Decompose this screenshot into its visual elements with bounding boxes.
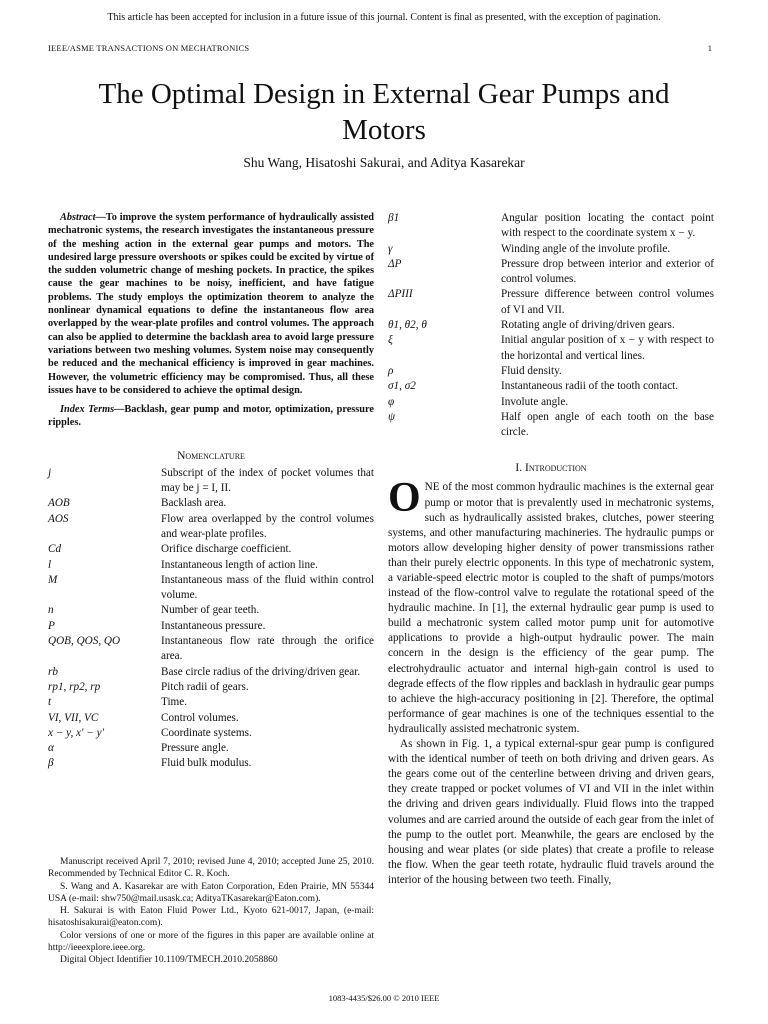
nomenclature-row: [48, 496, 374, 511]
nomenclature-symbol: rp1, rp2, rp: [48, 680, 101, 693]
nomenclature-row: [388, 287, 714, 318]
nomenclature-symbol: rb: [48, 665, 58, 678]
nomenclature-definition: Initial angular position of x − y with respect to the horizontal and vertical lines.: [501, 334, 714, 362]
nomenclature-row: [48, 726, 374, 741]
nomenclature-symbol: P: [48, 619, 55, 632]
nomenclature-symbol: γ: [388, 242, 393, 255]
left-column: [48, 211, 374, 772]
nomenclature-row: [388, 379, 714, 394]
nomenclature-symbol: Cd: [48, 543, 62, 556]
nomenclature-row: [48, 558, 374, 573]
nomenclature-definition: Involute angle.: [501, 395, 569, 408]
nomenclature-definition: Time.: [161, 696, 188, 709]
acceptance-notice: This article has been accepted for inclusion in a future issue of this journal. Content is final as presented, with the exception of pagination.: [107, 12, 661, 23]
introduction-heading: I. Introduction: [515, 462, 587, 475]
nomenclature-definition: Instantaneous pressure.: [161, 619, 266, 632]
nomenclature-definition: Fluid density.: [501, 364, 562, 377]
nomenclature-row: [388, 257, 714, 288]
introduction-body: [388, 475, 714, 888]
nomenclature-symbol: t: [48, 696, 52, 709]
nomenclature-definition: Coordinate systems.: [161, 726, 252, 739]
nomenclature-row: [48, 512, 374, 543]
nomenclature-symbol: ψ: [388, 410, 395, 423]
index-terms-text: Backlash, gear pump and motor, optimization, pressure ripples.: [48, 404, 374, 429]
nomenclature-symbol: AOB: [48, 497, 70, 510]
nomenclature-definition: Angular position locating the contact point with respect to the coordinate system x − y.: [501, 212, 714, 240]
nomenclature-definition: Rotating angle of driving/driven gears.: [501, 319, 675, 332]
nomenclature-definition: Pitch radii of gears.: [161, 680, 249, 693]
nomenclature-symbol: ΔPIII: [388, 288, 413, 301]
footnote-affiliation-eaton: S. Wang and A. Kasarekar are with Eaton Corporation, Eden Prairie, MN 55344 USA (e-mail: shw750@mail.usask.ca; AdityaTKasarekar@Eaton.com).: [48, 881, 374, 904]
footnote-affiliation-kyoto: H. Sakurai is with Eaton Fluid Power Ltd., Kyoto 621-0017, Japan, (e-mail: hisatoshisakurai@eaton.com).: [48, 906, 374, 929]
nomenclature-row: [48, 573, 374, 604]
nomenclature-definition: Pressure drop between interior and exterior of control volumes.: [501, 257, 714, 286]
nomenclature-definition: Fluid bulk modulus.: [161, 757, 252, 770]
introduction-paragraph: As shown in Fig. 1, a typical external-spur gear pump is configured with the identical number of teeth on both driving and driven gears. As the gears come out of the centerline between driving and driven gears, they create trapped or pocket volumes of VI and VII in the inlet within the driving and driven gears individually. Fluid flows into the trapped volumes and are carried around the outside of each gear from the inlet of the pump to the outlet port. Meanwhile, the gears are enclosed by the housing and wear plates (or side plates) that create a profile to release the flow. When the gear teeth rotate, hydraulic fluid travels around the interior of the housing between two teeth. Finally,: [388, 738, 714, 886]
footnote-color-versions: Color versions of one or more of the figures in this paper are available online at http://ieeexplore.ieee.org.: [48, 930, 374, 954]
nomenclature-symbol: VI, VII, VC: [48, 711, 99, 724]
footnote-block: [48, 856, 374, 967]
nomenclature-symbol: QOB, QOS, QO: [48, 635, 121, 648]
nomenclature-row: [388, 211, 714, 242]
nomenclature-symbol: ΔP: [388, 257, 402, 270]
nomenclature-symbol: β1: [388, 212, 400, 224]
page-number: 1: [707, 43, 712, 53]
nomenclature-definition: Control volumes.: [161, 711, 239, 724]
nomenclature-symbol: n: [48, 604, 54, 617]
abstract: [48, 211, 374, 397]
nomenclature-symbol: ρ: [388, 364, 394, 377]
nomenclature-definition: Base circle radius of the driving/driven gear.: [161, 665, 361, 678]
index-terms: [48, 403, 374, 430]
nomenclature-definition: Winding angle of the involute profile.: [501, 242, 671, 255]
nomenclature-row: [48, 680, 374, 695]
abstract-text: To improve the system performance of hydraulically assisted mechatronic systems, the research investigates the instantaneous pressure of the meshing action in the external gear pumps and motors. The undesired large pressure overshoots or spikes could be excited by virtue of the sudden volumetric change of meshing pockets. In practice, the spikes cause the gear machines to be noisy, inefficient, and have fatigue problems. The study employs the optimization theorem to analyze the nonlinear dynamical equations to define the instantaneous flow area overlapped by the wear-plate profiles and control volumes. The approach can also be applied to determine the backlash area to avoid large pressure variations between two meshing volumes. System noise may consequently be reduced and the mechanical efficiency is improved in gear machines. However, the volumetric efficiency may be compromised. Thus, all these issues have to be considered to achieve the optimal design.: [48, 212, 374, 396]
nomenclature-definition: Orifice discharge coefficient.: [161, 543, 292, 556]
introduction-paragraph-text: NE of the most common hydraulic machines is the external gear pump or motor that is prevalently used in mechatronic systems, such as hydraulically assisted brakes, clutches, power steering systems, and other manufacturing machineries. The hydraulic pumps or motors allow developing higher density of power transmissions rather than their purely electric opponents. In this type of mechatronic system, a variable-speed electric motor is coupled to the shaft of pumps/motors instead of the flow-control valve to regulate the rotational speed of the hydraulic machine. In [1], the external hydraulic gear pump is used to build a mechatronic system called motor pump unit for automotive applications to provide a high-output hydraulic power. The main concern in the design is the efficiency of the gear pump. The electrohydraulic actuator and internal high-gain control is used to degrade effects of the flow ripples and backlash in hydraulic gear pumps to achieve the high-accuracy positioning in [2]. Therefore, the optimal performance of gear machines is one of the techniques essential to the hydraulically assisted mechatronic system.: [388, 481, 714, 735]
nomenclature-definition: Half open angle of each tooth on the base circle.: [501, 410, 714, 439]
nomenclature-row: [48, 665, 374, 680]
nomenclature-symbol: M: [48, 573, 58, 586]
copyright-code: 1083-4435/$26.00 © 2010 IEEE: [328, 993, 440, 1003]
nomenclature-definition: Flow area overlapped by the control volumes and wear-plate profiles.: [161, 512, 374, 540]
nomenclature-definition: Instantaneous radii of the tooth contact.: [501, 380, 679, 393]
nomenclature-definition: Number of gear teeth.: [161, 604, 260, 617]
nomenclature-symbol: β: [48, 757, 54, 770]
nomenclature-definition: Backlash area.: [161, 497, 227, 510]
nomenclature-row: [388, 318, 714, 333]
nomenclature-row: [48, 634, 374, 665]
nomenclature-row: [48, 466, 374, 497]
index-terms-label: Index Terms—: [60, 404, 125, 416]
nomenclature-row: [48, 695, 374, 710]
nomenclature-row: [388, 395, 714, 410]
journal-name: IEEE/ASME TRANSACTIONS ON MECHATRONICS: [48, 43, 250, 53]
paper-title: The Optimal Design in External Gear Pumps and Motors: [98, 78, 670, 146]
nomenclature-row: [48, 756, 374, 771]
nomenclature-row: [48, 603, 374, 618]
right-column: [388, 211, 714, 888]
nomenclature-definition: Instantaneous flow rate through the orifice area.: [161, 635, 374, 663]
footnote-manuscript: Manuscript received April 7, 2010; revised June 4, 2010; accepted June 25, 2010. Recommended by Technical Editor C. R. Koch.: [48, 857, 374, 880]
nomenclature-symbol: ξ: [388, 334, 393, 347]
nomenclature-symbol: l: [48, 558, 52, 571]
nomenclature-symbol: φ: [388, 395, 395, 408]
nomenclature-row: [388, 242, 714, 257]
nomenclature-symbol: σ1, σ2: [388, 380, 416, 393]
nomenclature-row: [388, 364, 714, 379]
abstract-label: Abstract—: [60, 212, 106, 223]
nomenclature-heading: Nomenclature: [177, 449, 245, 462]
nomenclature-table-right: [388, 211, 714, 440]
nomenclature-symbol: j: [48, 466, 52, 479]
nomenclature-definition: Pressure angle.: [161, 742, 229, 755]
nomenclature-row: [48, 542, 374, 557]
introduction-paragraph: [388, 475, 714, 737]
nomenclature-table-left: [48, 466, 374, 772]
nomenclature-row: [388, 410, 714, 441]
nomenclature-symbol: α: [48, 742, 54, 755]
nomenclature-definition: Instantaneous length of action line.: [161, 558, 318, 571]
nomenclature-row: [48, 711, 374, 726]
author-list: Shu Wang, Hisatoshi Sakurai, and Aditya Kasarekar: [243, 155, 525, 170]
nomenclature-definition: Subscript of the index of pocket volumes that may be j = I, II.: [161, 466, 374, 495]
nomenclature-definition: Pressure difference between control volumes of VI and VII.: [501, 288, 714, 316]
nomenclature-row: [48, 741, 374, 756]
drop-cap: O: [388, 475, 421, 522]
nomenclature-row: [48, 619, 374, 634]
nomenclature-definition: Instantaneous mass of the fluid within control volume.: [161, 573, 374, 602]
nomenclature-symbol: θ1, θ2, θ: [388, 319, 427, 332]
nomenclature-symbol: x − y, x′ − y′: [48, 726, 105, 739]
footnote-doi: Digital Object Identifier 10.1109/TMECH.2010.2058860: [60, 955, 278, 966]
nomenclature-row: [388, 333, 714, 364]
nomenclature-symbol: AOS: [48, 512, 69, 525]
